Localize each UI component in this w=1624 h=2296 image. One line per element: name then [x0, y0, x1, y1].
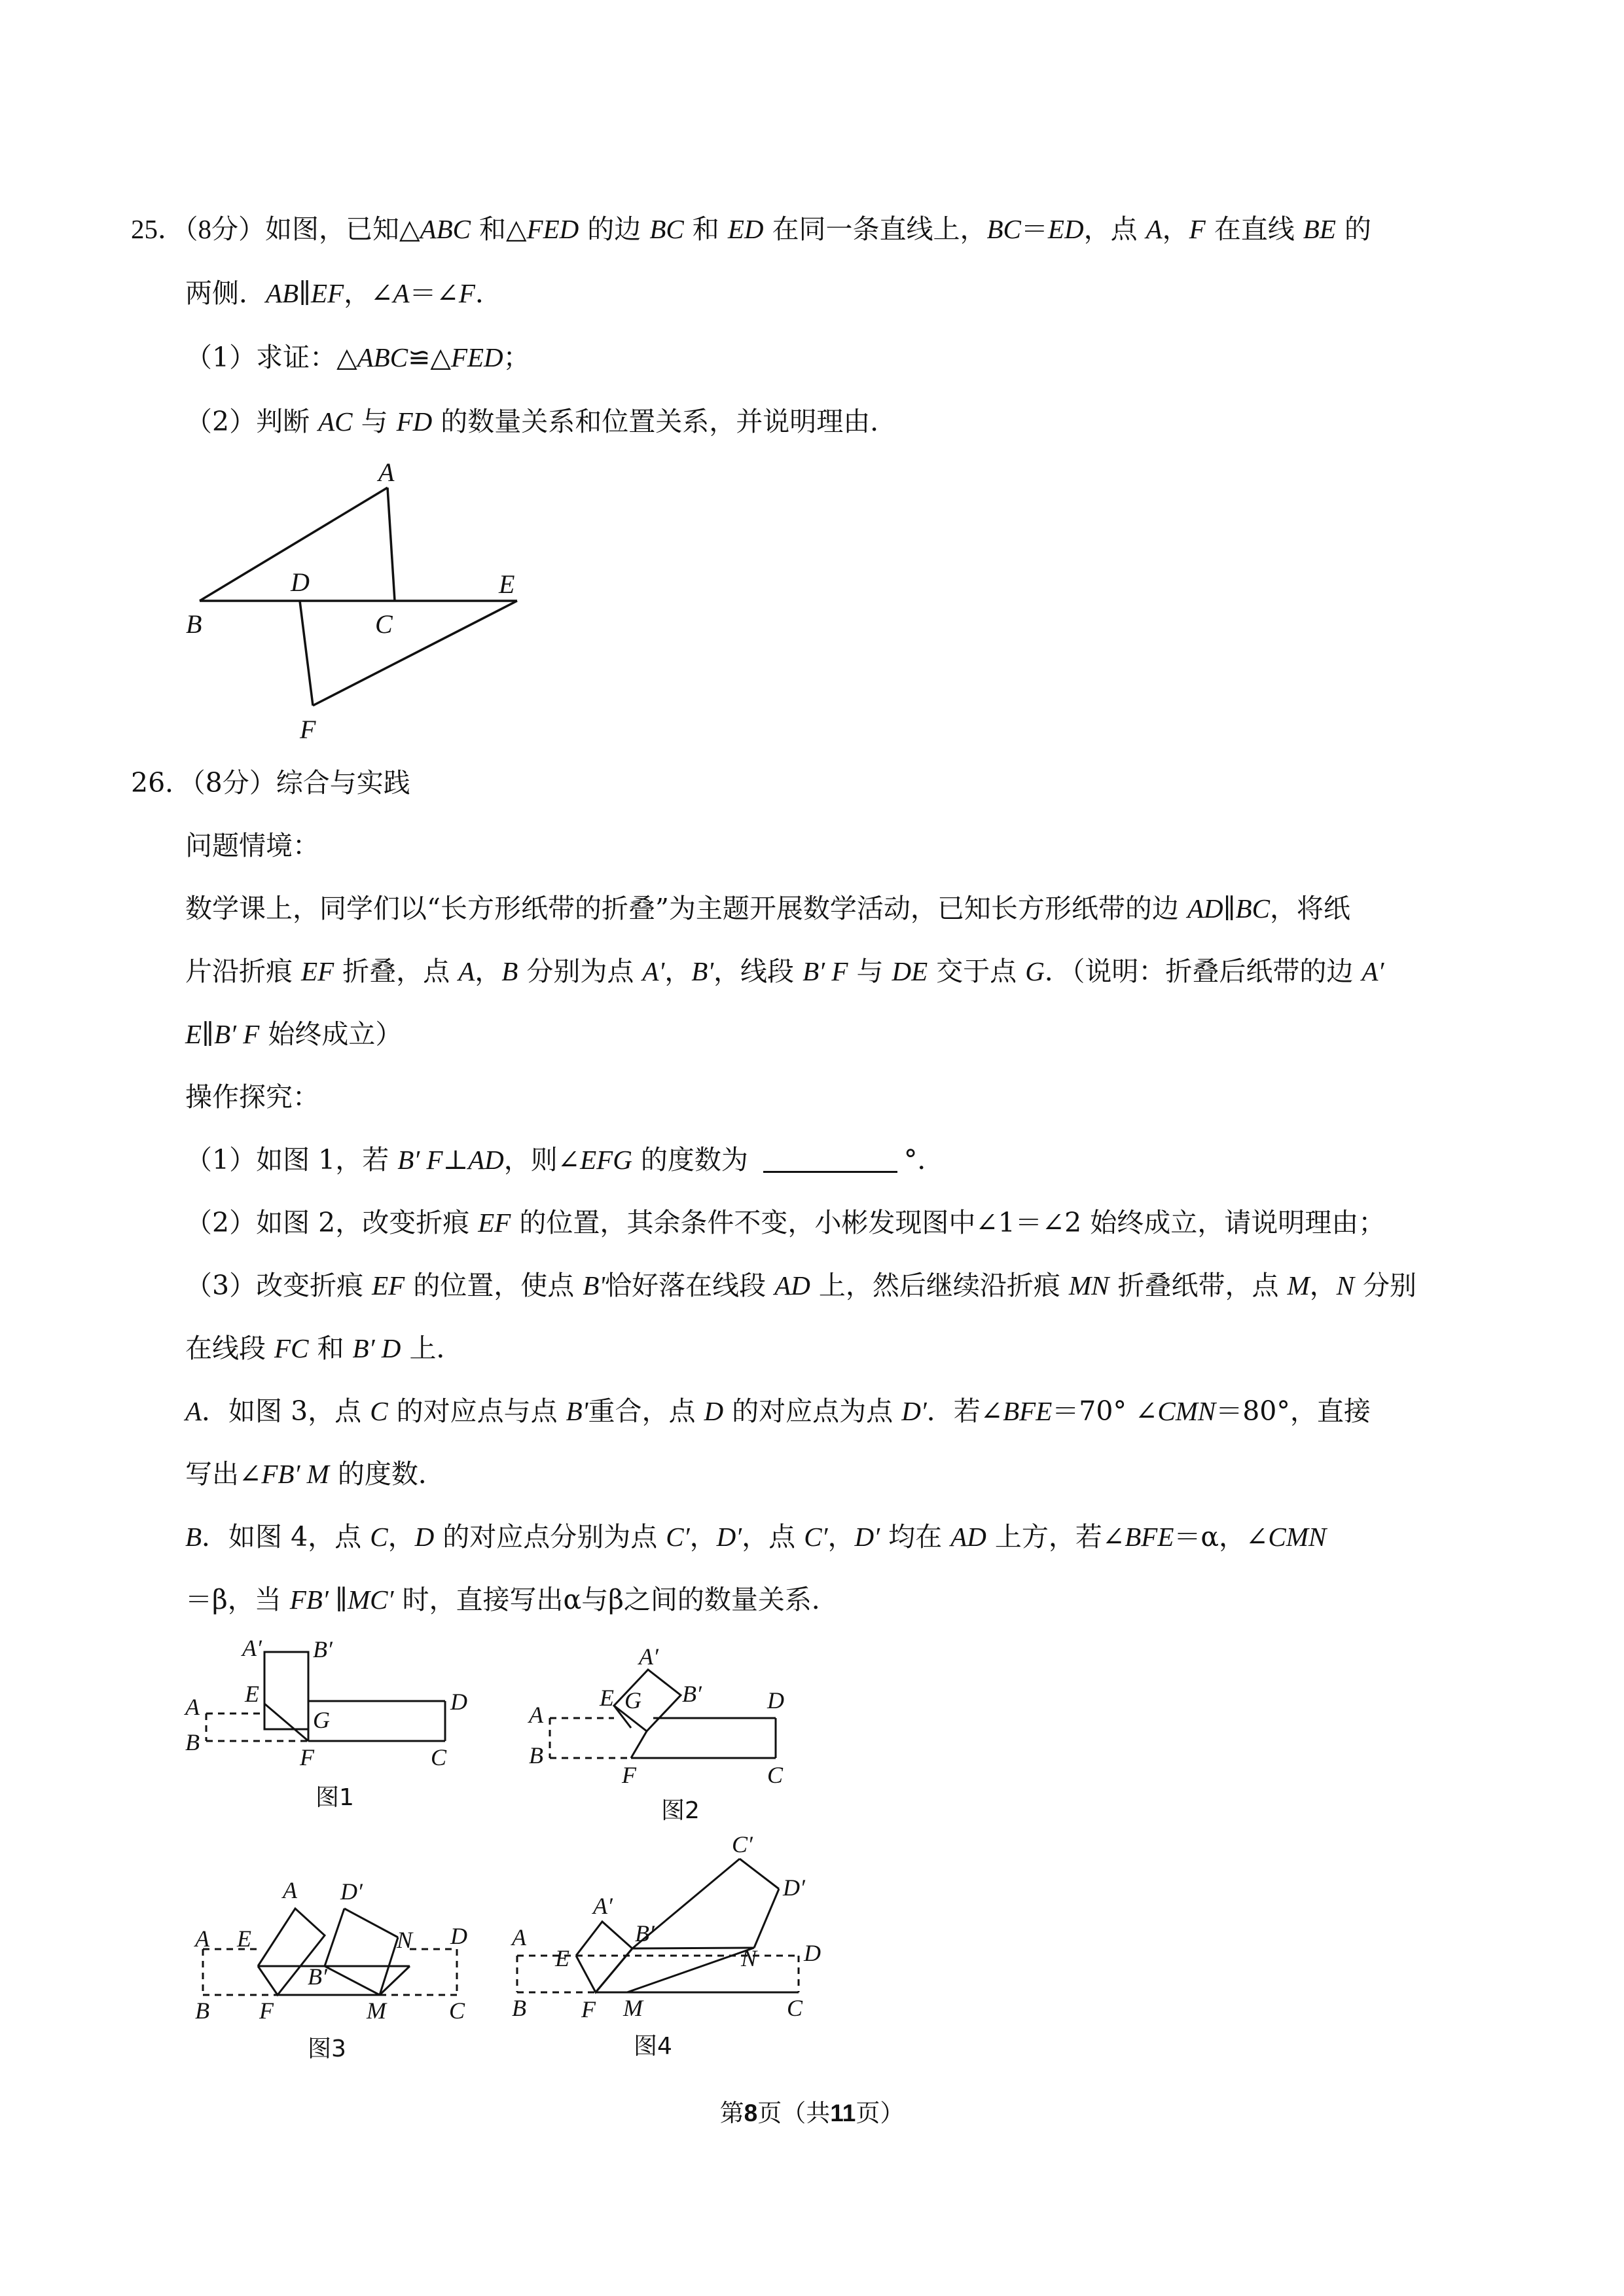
figure-3: [194, 1877, 467, 2062]
fig2-label-b: B: [529, 1742, 543, 1768]
fig4-label-n: N: [741, 1945, 757, 1971]
q26-step-3: （3）改变折痕 EF 的位置，使点 B'恰好落在线段 AD 上，然后继续沿折痕 MN 折叠纸带，点 M，N 分别: [185, 1270, 1417, 1301]
q25-label-f: F: [300, 715, 316, 744]
fig4-label-b-prime: B′: [635, 1920, 655, 1946]
q26-step-1: （1）如图 1，若 B′ F⊥AD，则∠EFG 的度数为 °．: [185, 1144, 945, 1175]
q25-label-d: D: [291, 567, 310, 597]
q25-line-1: 25．（8分）如图，已知△ABC 和△FED 的边 BC 和 ED 在同一条直线上，BC＝ED，点 A，F 在直线 BE 的: [131, 213, 1371, 245]
fig3-label-m: M: [367, 1998, 386, 2024]
fig4-label-m: M: [623, 1995, 643, 2021]
fig3-label-c: C: [449, 1998, 465, 2024]
q26-part-b: B．如图 4，点 C，D 的对应点分别为点 C′，D′，点 C′，D′ 均在 AD 上方，若∠BFE＝α，∠CMN: [185, 1521, 1327, 1552]
q26-step-2: （2）如图 2，改变折痕 EF 的位置，其余条件不变，小彬发现图中∠1＝∠2 始终成立，请说明理由；: [185, 1207, 1386, 1238]
fig2-caption: 图2: [661, 1797, 700, 1824]
fig1-label-b: B: [185, 1729, 200, 1755]
fig4-caption: 图4: [634, 2033, 672, 2060]
figure-1: [184, 1635, 467, 1811]
fig2-label-e: E: [600, 1685, 614, 1711]
fig4-label-b: B: [512, 1995, 526, 2021]
fig3-caption: 图3: [308, 2036, 346, 2062]
q26-desc-1: 数学课上，同学们以“长方形纸带的折叠”为主题开展数学活动，已知长方形纸带的边 AD∥BC，将纸: [185, 893, 1350, 924]
fig3-label-n: N: [397, 1927, 413, 1953]
fig4-label-d-prime: D′: [783, 1874, 805, 1901]
q26-desc-3: E∥B′ F 始终成立）: [185, 1018, 403, 1050]
fig1-label-g: G: [313, 1707, 330, 1733]
fig1-caption: 图1: [316, 1784, 354, 1811]
q26-situation-heading: 问题情境：: [185, 830, 319, 861]
fig3-label-b: B: [195, 1998, 209, 2024]
fig2-label-a-prime: A′: [639, 1643, 659, 1670]
q26-part-b-cont: ＝β，当 FB′ ∥MC′ 时，直接写出α与β之间的数量关系．: [185, 1584, 839, 1615]
fig4-label-a-prime: A′: [593, 1893, 613, 1919]
fig2-label-c: C: [767, 1762, 784, 1788]
q25-label-e: E: [499, 569, 515, 599]
fig3-label-a: A: [195, 1926, 209, 1952]
q25-label-b: B: [186, 609, 202, 639]
fig2-label-f: F: [622, 1762, 636, 1788]
fig3-label-e: E: [237, 1926, 251, 1952]
fig3-label-d-prime: D′: [340, 1878, 363, 1905]
q25-label-a: A: [378, 457, 395, 487]
fig4-label-e: E: [555, 1945, 569, 1971]
fig2-label-d: D: [767, 1687, 784, 1713]
q26-part-a: A．如图 3，点 C 的对应点与点 B'重合，点 D 的对应点为点 D′．若∠BFE＝70° ∠CMN＝80°，直接: [185, 1395, 1371, 1427]
fig3-label-d: D: [450, 1923, 467, 1949]
q25-part-1: （1）求证：△ABC≌△FED；: [185, 342, 530, 373]
fig4-label-d: D: [804, 1940, 821, 1966]
fig4-label-a: A: [512, 1924, 526, 1950]
q26-part-a-cont: 写出∠FB′ M 的度数．: [185, 1458, 445, 1490]
fig2-label-b-prime: B′: [682, 1681, 702, 1707]
fig3-label-b-prime: B′: [308, 1964, 327, 1990]
figure-4: [511, 1831, 821, 2060]
fig1-label-a-prime: A′: [242, 1635, 262, 1661]
fig2-label-a: A: [529, 1702, 543, 1728]
fig4-label-c-prime: C′: [732, 1831, 753, 1857]
fig4-label-f: F: [581, 1996, 596, 2022]
q26-title: 26．（8分）综合与实践: [131, 767, 410, 798]
fig3-label-f: F: [259, 1998, 274, 2024]
fig1-label-a: A: [185, 1694, 200, 1720]
fig1-label-f: F: [300, 1744, 314, 1770]
fig1-label-e: E: [245, 1681, 259, 1707]
page-footer: 第8页（共11页）: [719, 2099, 905, 2127]
fig3-label-a-top: A: [283, 1877, 297, 1903]
fig4-label-c: C: [787, 1995, 803, 2021]
fig1-label-d: D: [450, 1689, 467, 1715]
q25-line-2: 两侧．AB∥EF，∠A＝∠F．: [185, 278, 502, 309]
fig2-label-g: G: [624, 1687, 641, 1713]
q26-operation-heading: 操作探究：: [185, 1081, 319, 1113]
q26-step-3-cont: 在线段 FC 和 B′ D 上．: [185, 1333, 463, 1364]
fig1-label-c: C: [431, 1744, 447, 1770]
fig1-label-b-prime: B′: [313, 1636, 333, 1662]
q25-part-2: （2）判断 AC 与 FD 的数量关系和位置关系，并说明理由．: [185, 406, 897, 437]
q26-desc-2: 片沿折痕 EF 折叠，点 A，B 分别为点 A'，B'，线段 B′ F 与 DE 交于点 G．（说明：折叠后纸带的边 A′: [185, 956, 1384, 987]
figure-2: [528, 1643, 784, 1824]
q25-label-c: C: [375, 609, 393, 639]
